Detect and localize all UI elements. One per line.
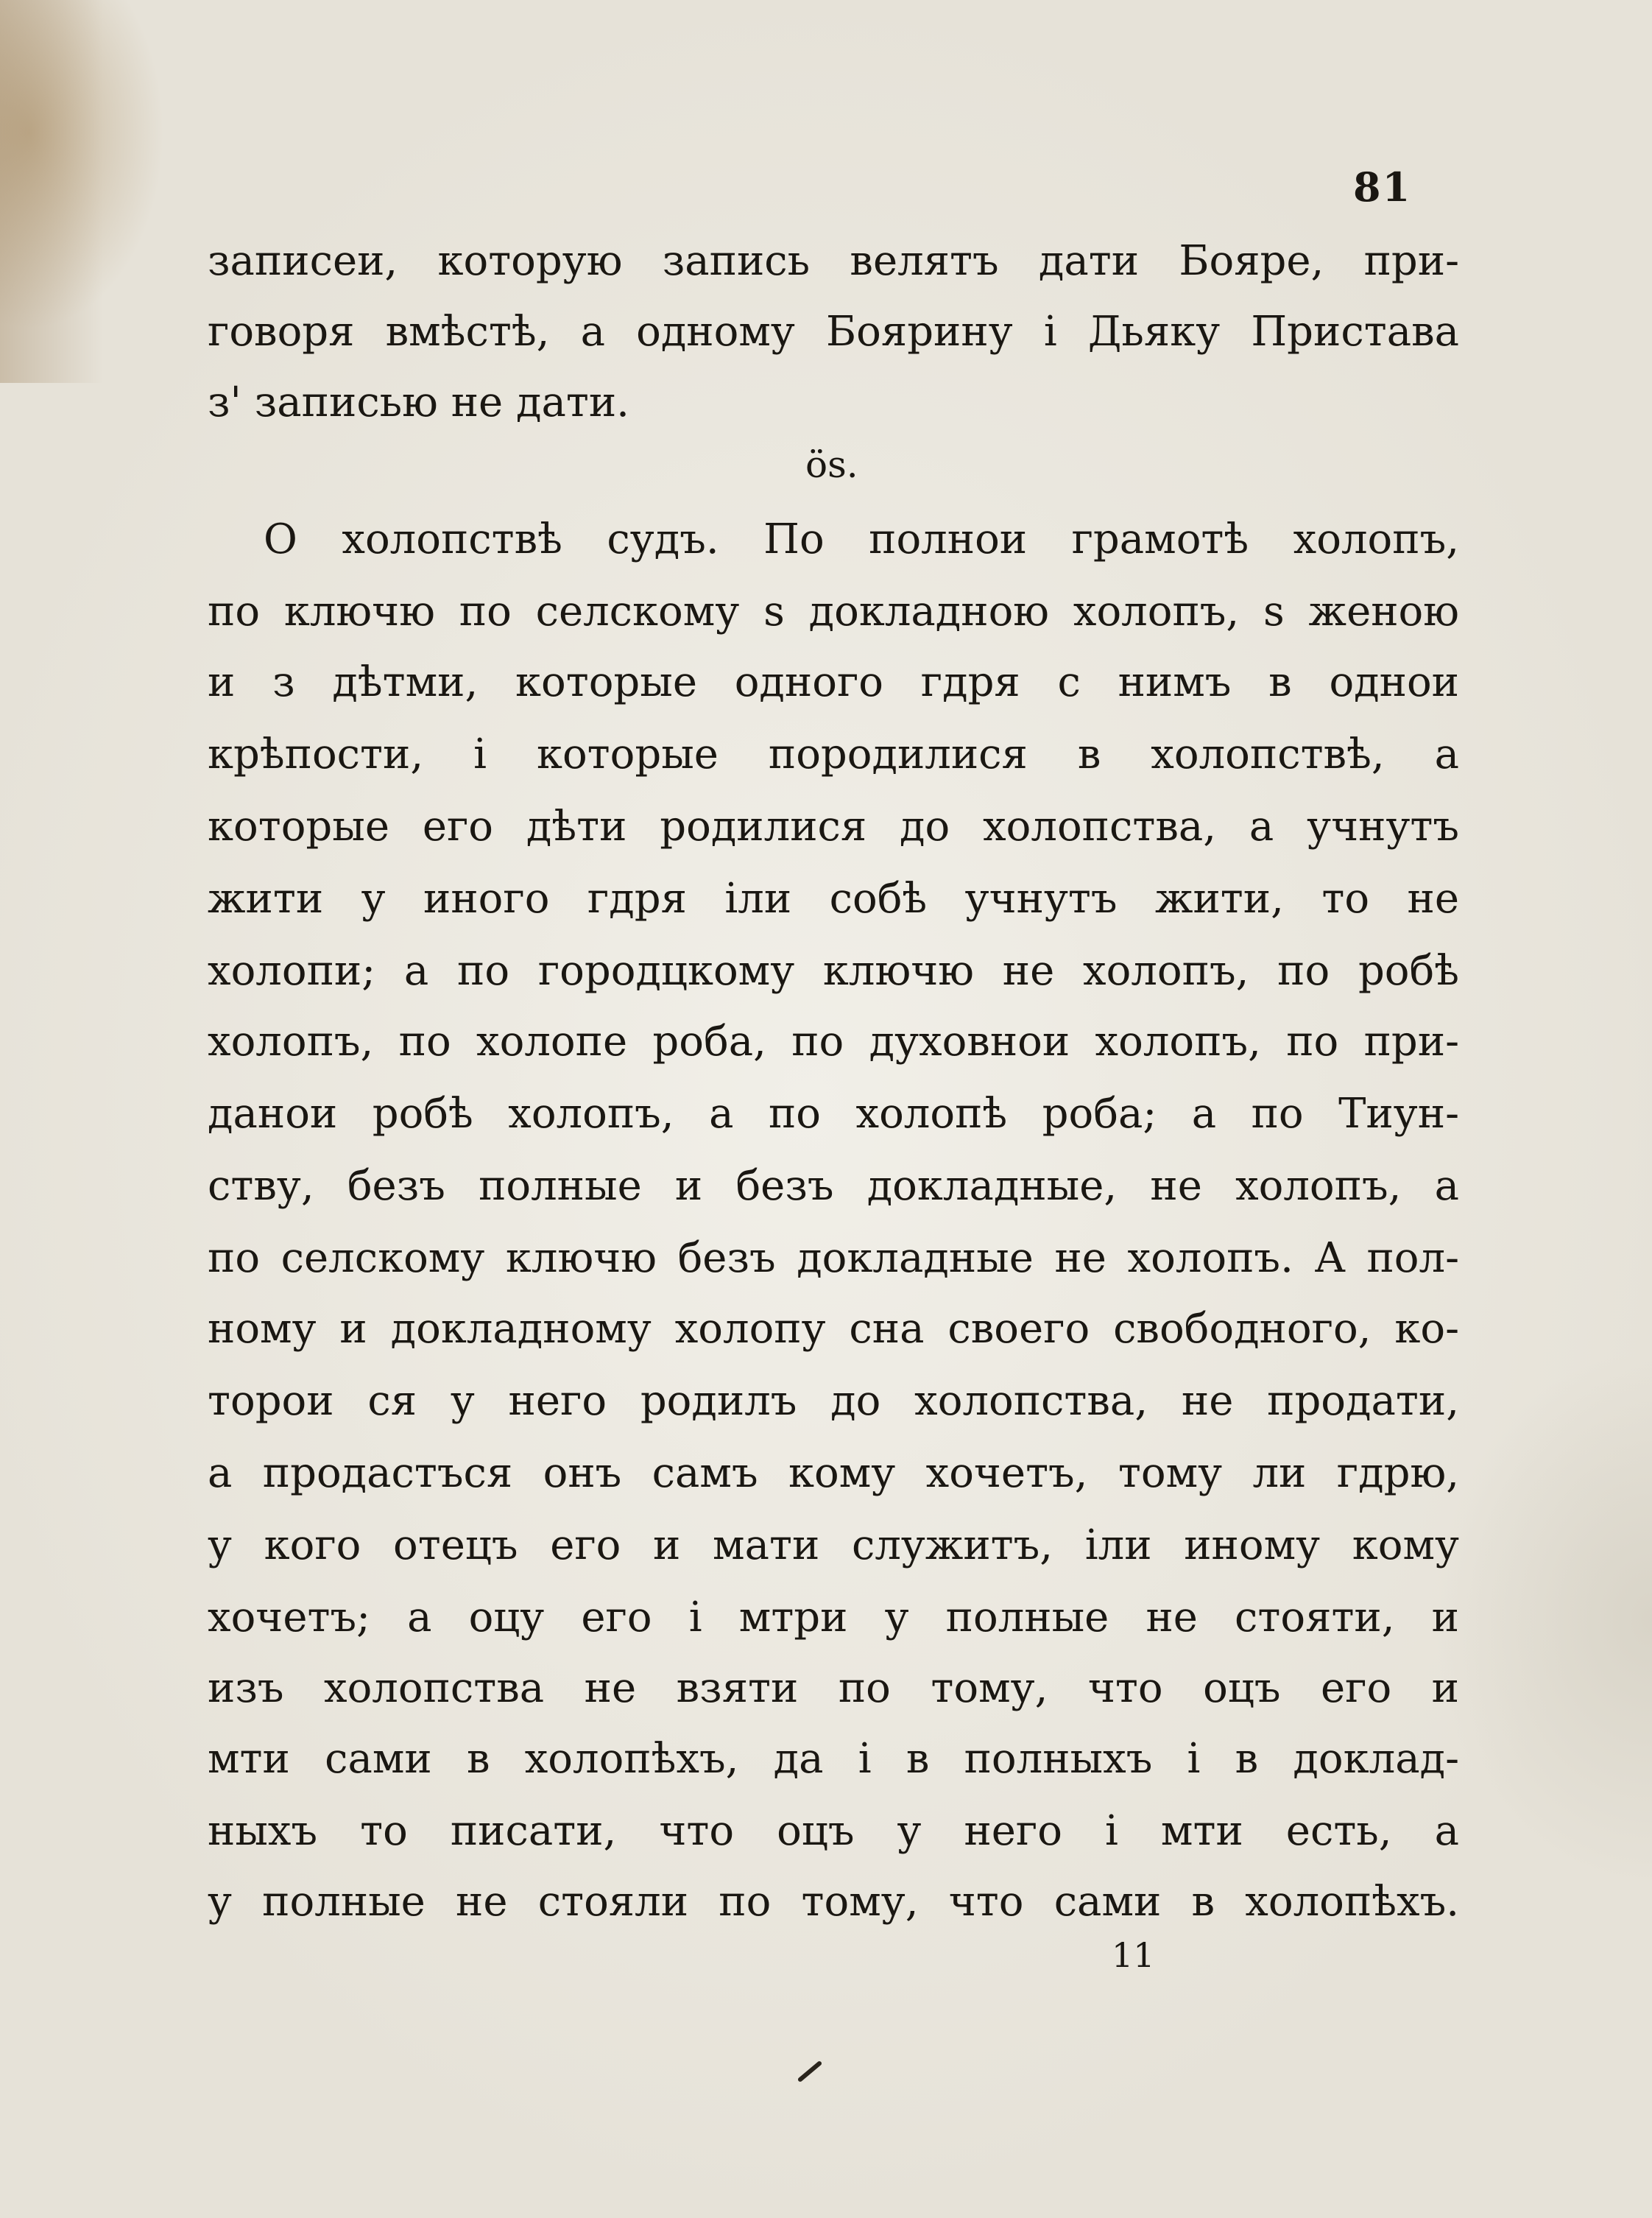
text-line: изъ холопства не взяти по тому, что оцъ его и <box>208 1664 1459 1712</box>
text-line: а продастъся онъ самъ кому хочетъ, тому ли гдрю, <box>208 1449 1459 1497</box>
text-line: холопъ, по холопе роба, по духовнои холопъ, по при- <box>208 1018 1459 1066</box>
text-line: записеи, которую запись велятъ дати Бояре, при- <box>208 237 1459 285</box>
text-line: говоря вмѣстѣ, а одному Боярину і Дьяку Пристава <box>208 308 1459 356</box>
text-line: у кого отецъ его и мати служитъ, іли иному кому <box>208 1521 1459 1569</box>
text-line: которые его дѣти родилися до холопства, а учнутъ <box>208 803 1459 851</box>
text-line: холопи; а по городцкому ключю не холопъ, по робѣ <box>208 947 1459 995</box>
text-line: по селскому ключю безъ докладные не холопъ. А пол- <box>208 1234 1459 1282</box>
text-line: торои ся у него родилъ до холопства, не продати, <box>208 1377 1459 1425</box>
text-line: жити у иного гдря іли собѣ учнутъ жити, то не <box>208 875 1459 923</box>
text-line: з' записью не дати. <box>208 379 629 426</box>
text-line: хочетъ; а оцу его і мтри у полные не стояти, и <box>208 1594 1459 1641</box>
text-line: ному и докладному холопу сна своего свободного, ко- <box>208 1305 1459 1353</box>
text-line: ству, безъ полные и безъ докладные, не холопъ, а <box>208 1162 1459 1210</box>
text-line: у полные не стояли по тому, что сами в холопѣхъ. <box>208 1878 1459 1926</box>
text-line: крѣпости, і которые породилися в холопствѣ, а <box>208 730 1459 778</box>
text-line: О холопствѣ судъ. По полнои грамотѣ холопъ, <box>264 515 1459 563</box>
page-stain <box>0 0 103 383</box>
signature-mark: 11 <box>1112 1935 1155 1975</box>
text-line: ныхъ то писати, что оцъ у него і мти есть, а <box>208 1807 1459 1855</box>
section-number: ӧѕ. <box>805 443 858 486</box>
text-line: данои робѣ холопъ, а по холопѣ роба; а по Тиун- <box>208 1090 1459 1138</box>
text-line: мти сами в холопѣхъ, да і в полныхъ і в доклад- <box>208 1735 1459 1783</box>
text-line: и з дѣтми, которые одного гдря с нимъ в однои <box>208 658 1459 706</box>
text-line: по ключю по селскому ѕ докладною холопъ, ѕ женою <box>208 588 1459 636</box>
ink-mark <box>797 2060 822 2083</box>
page-number: 81 <box>1353 163 1412 211</box>
